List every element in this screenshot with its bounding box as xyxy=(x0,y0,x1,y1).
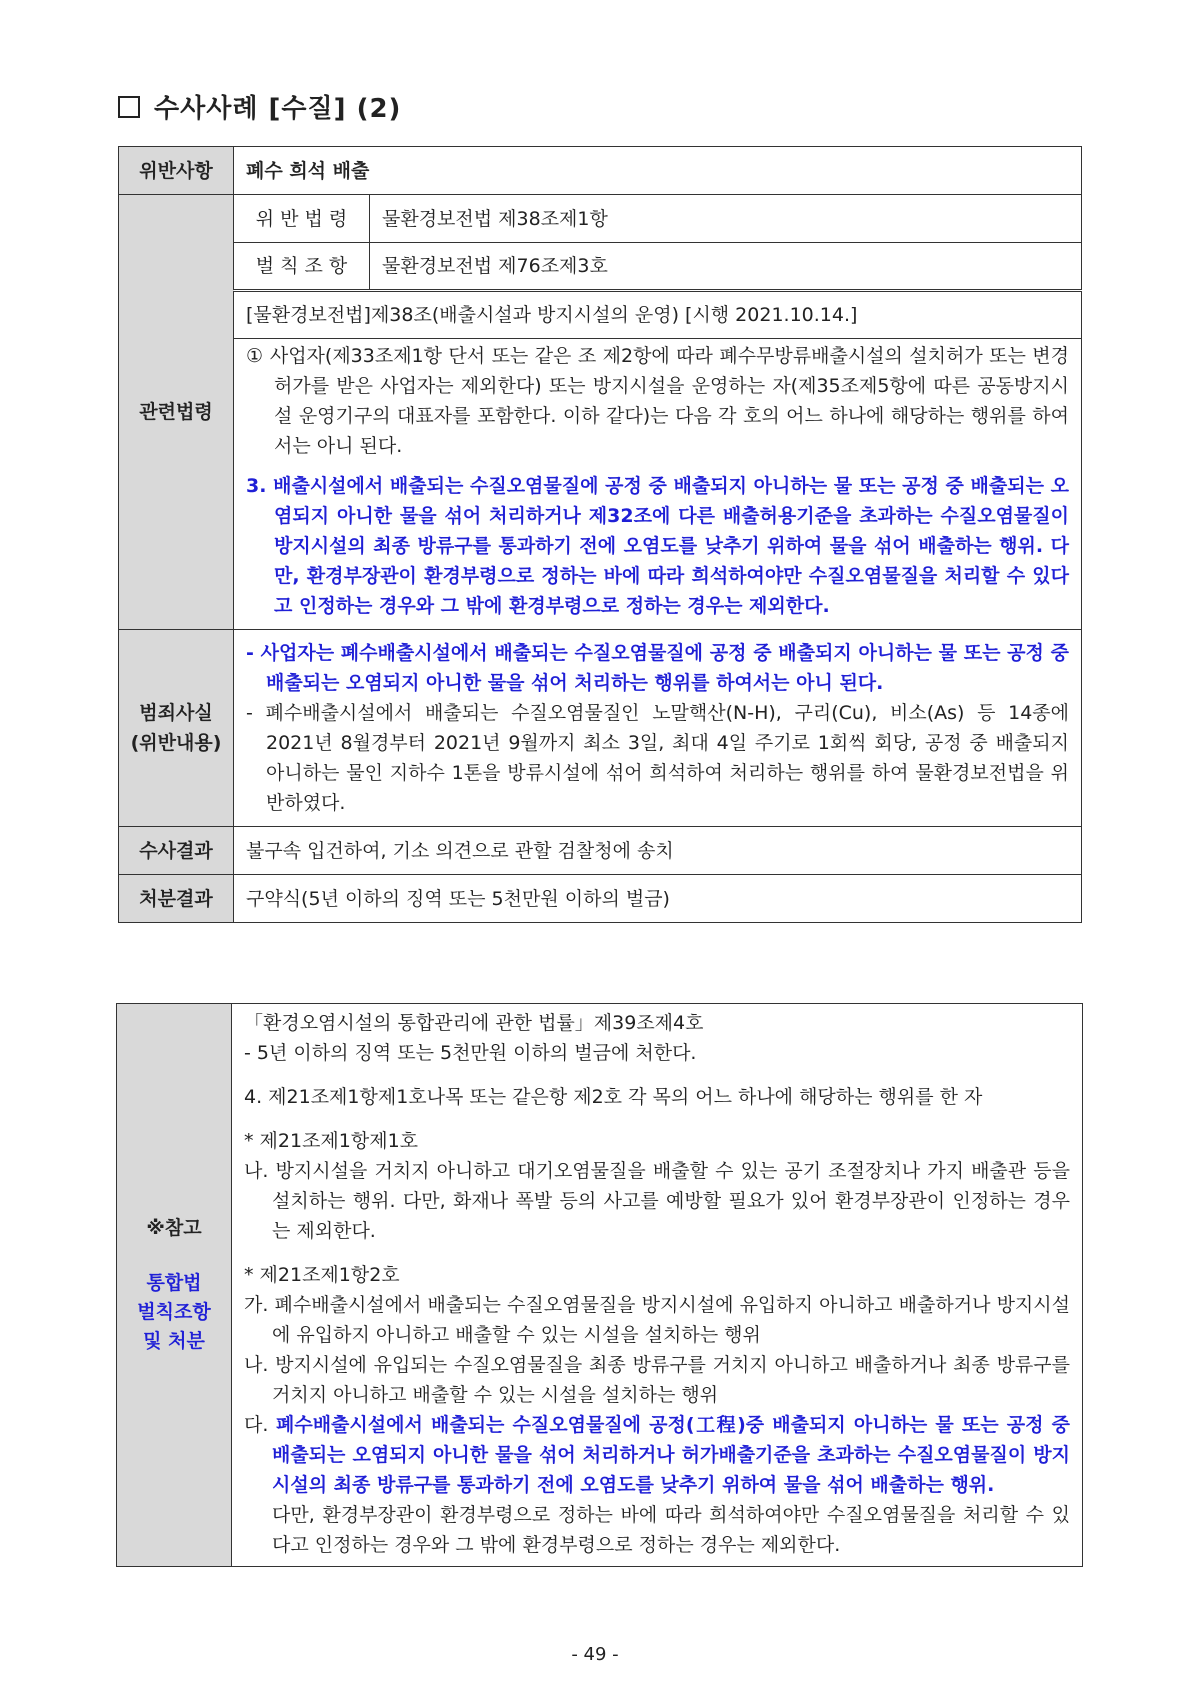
article-clause-3: 3. 배출시설에서 배출되는 수질오염물질에 공정 중 배출되지 아니하는 물 또는 공정 중 배출되는 오염되지 아니한 물을 섞어 처리하거나 제32조에 다른 배출허용기준을 초과하는 수질오염물질이 방지시설의 최종 방류구를 통과하기 전에 오염도를 낮추기 위하여 물을 섞어 배출하는 행위. 다만, 환경부장관이 환경부령으로 정하는 바에 따라 희석하여야만 수질오염물질을 처리할 수 있다고 인정하는 경우와 그 밖에 환경부령으로 정하는 경우는 제외한다. xyxy=(246,475,1069,617)
disposition-header: 처분결과 xyxy=(119,875,234,923)
reference-sub2-da-emphasis: 폐수배출시설에서 배출되는 수질오염물질에 공정(工程)중 배출되지 아니하는 물 또는 공정 중 배출되는 오염되지 아니한 물을 섞어 처리하거나 허가배출기준을 초과하는 수질오염물질이 방지시설의 최종 방류구를 통과하기 전에 오염도를 낮추기 위하여 물을 섞어 배출하는 행위. xyxy=(272,1414,1070,1496)
reference-sub2-da xyxy=(244,1410,1070,1560)
facts-header xyxy=(119,630,234,827)
reference-sub2-da-prefix: 다. xyxy=(244,1414,269,1436)
reference-table xyxy=(116,1003,1083,1567)
facts-header-line2: (위반내용) xyxy=(130,732,222,754)
reference-header-line1: 통합법 xyxy=(146,1272,202,1294)
violation-row xyxy=(119,147,1082,195)
violation-value: 폐수 희석 배출 xyxy=(234,147,1082,195)
investigation-header: 수사결과 xyxy=(119,827,234,875)
reference-header-line2: 벌칙조항 xyxy=(137,1301,211,1323)
reference-body xyxy=(232,1004,1083,1567)
article-title-row xyxy=(119,291,1082,339)
reference-sub2-na: 나. 방지시설에 유입되는 수질오염물질을 최종 방류구를 거치지 아니하고 배출하거나 최종 방류구를 거치지 아니하고 배출할 수 있는 시설을 설치하는 행위 xyxy=(244,1354,1070,1406)
reference-sub2-da-rest: 다만, 환경부장관이 환경부령으로 정하는 바에 따라 희석하여야만 수질오염물질을 처리할 수 있다고 인정하는 경우와 그 밖에 환경부령으로 정하는 경우는 제외한다. xyxy=(272,1504,1070,1556)
reference-sub1-na: 나. 방지시설을 거치지 아니하고 대기오염물질을 배출할 수 있는 공기 조절장치나 가지 배출관 등을 설치하는 행위. 다만, 화재나 폭발 등의 사고를 예방할 필요가 있어 환경부장관이 인정하는 경우는 제외한다. xyxy=(244,1160,1070,1242)
article-body-row xyxy=(119,339,1082,630)
article-title: [물환경보전법]제38조(배출시설과 방지시설의 운영) [시행 2021.10.14.] xyxy=(234,291,1082,339)
case-table xyxy=(118,146,1082,923)
page-title xyxy=(118,88,401,125)
reference-header-line3: 및 처분 xyxy=(143,1330,205,1352)
checkbox-square-icon xyxy=(118,96,140,118)
violated-law-value: 물환경보전법 제38조제1항 xyxy=(370,195,1082,243)
reference-note-label: ※참고 xyxy=(146,1217,202,1239)
penalty-clause-value: 물환경보전법 제76조제3호 xyxy=(370,243,1082,291)
facts-item-2: - 폐수배출시설에서 배출되는 수질오염물질인 노말핵산(N-H), 구리(Cu), 비소(As) 등 14종에 2021년 8월경부터 2021년 9월까지 최소 3일, 최대 4일 주기로 1회씩 회당, 공정 중 배출되지 아니하는 물인 지하수 1톤을 방류시설에 섞어 희석하여 처리하는 행위를 하여 물환경보전법을 위반하였다. xyxy=(246,702,1069,814)
article-body xyxy=(234,339,1082,630)
reference-sub2-title: * 제21조제1항2호 xyxy=(244,1264,400,1286)
related-law-header: 관련법령 xyxy=(119,195,234,630)
reference-sub1-title: * 제21조제1항제1호 xyxy=(244,1130,419,1152)
penalty-clause-row xyxy=(119,243,1082,291)
page-title-text: 수사사례 [수질] (2) xyxy=(154,94,402,124)
investigation-value: 불구속 입건하여, 기소 의견으로 관할 검찰청에 송치 xyxy=(234,827,1082,875)
reference-penalty: - 5년 이하의 징역 또는 5천만원 이하의 벌금에 처한다. xyxy=(244,1042,697,1064)
facts-row xyxy=(119,630,1082,827)
penalty-clause-label: 벌 칙 조 항 xyxy=(234,243,370,291)
reference-row xyxy=(117,1004,1083,1567)
disposition-row xyxy=(119,875,1082,923)
page-number: - 49 - xyxy=(571,1644,619,1665)
investigation-row xyxy=(119,827,1082,875)
reference-header xyxy=(117,1004,232,1567)
facts-body xyxy=(234,630,1082,827)
reference-sub2-ga: 가. 폐수배출시설에서 배출되는 수질오염물질을 방지시설에 유입하지 아니하고 배출하거나 방지시설에 유입하지 아니하고 배출할 수 있는 시설을 설치하는 행위 xyxy=(244,1294,1070,1346)
reference-item-4: 4. 제21조제1항제1호나목 또는 같은항 제2호 각 목의 어느 하나에 해당하는 행위를 한 자 xyxy=(244,1086,983,1108)
violated-law-label: 위 반 법 령 xyxy=(234,195,370,243)
violated-law-row xyxy=(119,195,1082,243)
facts-header-line1: 범죄사실 xyxy=(139,702,213,724)
facts-item-1: - 사업자는 폐수배출시설에서 배출되는 수질오염물질에 공정 중 배출되지 아니하는 물 또는 공정 중 배출되는 오염되지 아니한 물을 섞어 처리하는 행위를 하여서는 아니 된다. xyxy=(246,642,1069,694)
article-clause-1: ① 사업자(제33조제1항 단서 또는 같은 조 제2항에 따라 폐수무방류배출시설의 설치허가 또는 변경허가를 받은 사업자는 제외한다) 또는 방지시설을 운영하는 자(제35조제5항에 따른 공동방지시설 운영기구의 대표자를 포함한다. 이하 같다)는 다음 각 호의 어느 하나에 해당하는 행위를 하여서는 아니 된다. xyxy=(246,345,1069,457)
reference-law-title: 「환경오염시설의 통합관리에 관한 법률」제39조제4호 xyxy=(244,1012,704,1034)
violation-header: 위반사항 xyxy=(119,147,234,195)
disposition-value: 구약식(5년 이하의 징역 또는 5천만원 이하의 벌금) xyxy=(234,875,1082,923)
